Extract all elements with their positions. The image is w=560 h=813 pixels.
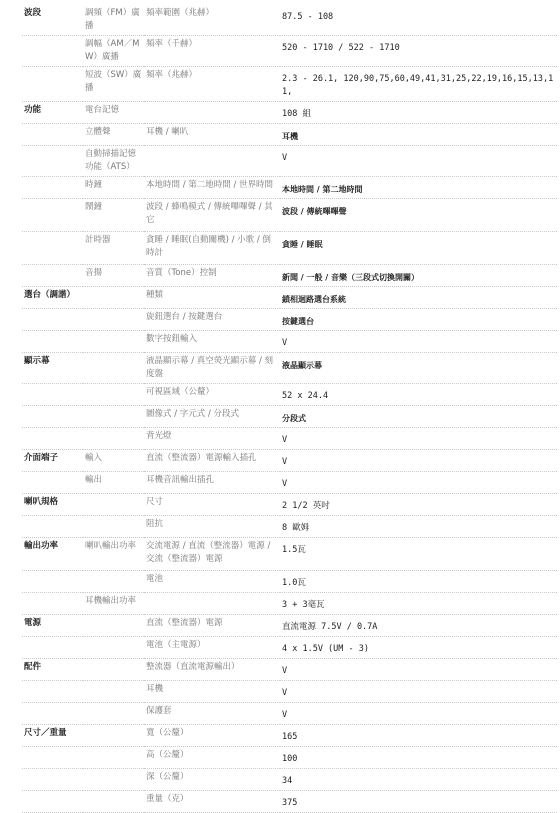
spec-subcategory	[83, 637, 144, 659]
spec-row	[22, 102, 557, 124]
spec-category	[22, 472, 83, 494]
spec-attribute: 整流器（直流電源輸出）	[144, 659, 280, 681]
spec-row	[22, 428, 557, 450]
spec-category	[22, 384, 83, 406]
spec-table	[22, 5, 557, 813]
spec-value: V	[280, 703, 557, 725]
spec-row	[22, 232, 557, 265]
spec-category	[22, 124, 83, 146]
spec-subcategory: 立體聲	[83, 124, 144, 146]
spec-row	[22, 659, 557, 681]
spec-row	[22, 309, 557, 331]
spec-row	[22, 681, 557, 703]
spec-subcategory	[83, 309, 144, 331]
spec-subcategory	[83, 615, 144, 637]
spec-attribute: 頻率範圍（兆赫）	[144, 5, 280, 36]
spec-subcategory	[83, 681, 144, 703]
spec-attribute: 電池	[144, 571, 280, 593]
spec-category	[22, 199, 83, 232]
spec-value: 108 組	[280, 102, 557, 124]
spec-value: 波段 / 傳統嗶嗶聲	[280, 199, 557, 232]
spec-value: 鎖相迴路選台系統	[280, 287, 557, 309]
spec-value: 貪睡 / 睡眠	[280, 232, 557, 265]
spec-subcategory: 輸入	[83, 450, 144, 472]
spec-attribute: 保護套	[144, 703, 280, 725]
spec-attribute: 阻抗	[144, 516, 280, 538]
spec-value: 新聞 / 一般 / 音樂（三段式切換開關）	[280, 265, 557, 287]
spec-category	[22, 428, 83, 450]
spec-subcategory: 電台記憶	[83, 102, 144, 124]
spec-subcategory	[83, 747, 144, 769]
spec-subcategory	[83, 384, 144, 406]
spec-category	[22, 67, 83, 102]
spec-value: 1.0瓦	[280, 571, 557, 593]
spec-value: 1.5瓦	[280, 538, 557, 571]
spec-attribute: 可視區域（公釐）	[144, 384, 280, 406]
spec-attribute: 高（公釐）	[144, 747, 280, 769]
spec-attribute: 貪睡 / 睡眠(自動關機) / 小歌 / 倒時計	[144, 232, 280, 265]
spec-attribute: 直流（整流器）電源	[144, 615, 280, 637]
spec-subcategory	[83, 659, 144, 681]
spec-category	[22, 331, 83, 353]
spec-row	[22, 265, 557, 287]
spec-attribute: 交流電源 / 直流（整流器）電源 / 交流（整流器）電源	[144, 538, 280, 571]
spec-attribute: 耳機音訊輸出插孔	[144, 472, 280, 494]
spec-category: 功能	[22, 102, 83, 124]
spec-category	[22, 593, 83, 615]
spec-subcategory	[83, 353, 144, 384]
spec-attribute: 尺寸	[144, 494, 280, 516]
spec-category	[22, 571, 83, 593]
spec-table-body	[22, 5, 557, 813]
spec-attribute: 深（公釐）	[144, 769, 280, 791]
spec-category	[22, 681, 83, 703]
spec-row	[22, 472, 557, 494]
spec-row	[22, 331, 557, 353]
spec-value: V	[280, 450, 557, 472]
spec-category: 電源	[22, 615, 83, 637]
spec-attribute: 頻率（兆赫）	[144, 67, 280, 102]
spec-category	[22, 791, 83, 813]
spec-value: 520 - 1710 / 522 - 1710	[280, 36, 557, 67]
spec-category: 顯示幕	[22, 353, 83, 384]
spec-row	[22, 725, 557, 747]
spec-category: 輸出功率	[22, 538, 83, 571]
spec-row	[22, 593, 557, 615]
spec-attribute: 液晶顯示幕 / 真空熒光顯示幕 / 刻度盤	[144, 353, 280, 384]
spec-subcategory	[83, 769, 144, 791]
spec-category	[22, 232, 83, 265]
spec-attribute: 數字按鈕輸入	[144, 331, 280, 353]
spec-attribute	[144, 102, 280, 124]
spec-row	[22, 637, 557, 659]
spec-subcategory: 時鐘	[83, 177, 144, 199]
spec-attribute: 重量（克）	[144, 791, 280, 813]
spec-category	[22, 516, 83, 538]
spec-attribute: 種類	[144, 287, 280, 309]
spec-category	[22, 36, 83, 67]
spec-row	[22, 494, 557, 516]
spec-category: 尺寸／重量	[22, 725, 83, 747]
spec-subcategory	[83, 331, 144, 353]
spec-attribute	[144, 593, 280, 615]
spec-row	[22, 384, 557, 406]
spec-value: V	[280, 428, 557, 450]
spec-row	[22, 67, 557, 102]
spec-category	[22, 146, 83, 177]
spec-category	[22, 265, 83, 287]
spec-attribute: 耳機	[144, 681, 280, 703]
spec-attribute: 圖像式 / 字元式 / 分段式	[144, 406, 280, 428]
spec-value: 液晶顯示幕	[280, 353, 557, 384]
spec-attribute: 寬（公釐）	[144, 725, 280, 747]
spec-subcategory	[83, 516, 144, 538]
spec-value: 165	[280, 725, 557, 747]
spec-row	[22, 5, 557, 36]
spec-value: 4 x 1.5V (UM - 3)	[280, 637, 557, 659]
spec-row	[22, 353, 557, 384]
spec-row	[22, 571, 557, 593]
spec-category	[22, 177, 83, 199]
spec-subcategory	[83, 571, 144, 593]
spec-row	[22, 516, 557, 538]
spec-value: 375	[280, 791, 557, 813]
spec-value: 按鍵選台	[280, 309, 557, 331]
spec-row	[22, 538, 557, 571]
spec-value: 87.5 - 108	[280, 5, 557, 36]
spec-attribute	[144, 146, 280, 177]
spec-subcategory: 自動掃描記憶功能（ATS）	[83, 146, 144, 177]
spec-value: 3 + 3毫瓦	[280, 593, 557, 615]
spec-attribute: 音質（Tone）控制	[144, 265, 280, 287]
spec-subcategory: 音揚	[83, 265, 144, 287]
spec-value: 8 歐姆	[280, 516, 557, 538]
spec-value: 本地時間 / 第二地時間	[280, 177, 557, 199]
spec-attribute: 旋鈕選台 / 按鍵選台	[144, 309, 280, 331]
spec-subcategory	[83, 725, 144, 747]
spec-attribute: 背光燈	[144, 428, 280, 450]
spec-attribute: 波段 / 蜂鳴模式 / 傳統嗶嗶聲 / 其它	[144, 199, 280, 232]
spec-row	[22, 769, 557, 791]
spec-subcategory: 耳機輸出功率	[83, 593, 144, 615]
spec-subcategory	[83, 287, 144, 309]
spec-subcategory: 調幅（AM／MW）廣播	[83, 36, 144, 67]
spec-category	[22, 309, 83, 331]
spec-value: 分段式	[280, 406, 557, 428]
spec-row	[22, 146, 557, 177]
spec-category	[22, 406, 83, 428]
spec-value: 耳機	[280, 124, 557, 146]
spec-row	[22, 287, 557, 309]
spec-attribute: 耳機 / 喇叭	[144, 124, 280, 146]
spec-attribute: 頻率（千赫）	[144, 36, 280, 67]
spec-subcategory: 輸出	[83, 472, 144, 494]
spec-category: 配件	[22, 659, 83, 681]
spec-value: V	[280, 659, 557, 681]
spec-subcategory	[83, 428, 144, 450]
spec-category: 波段	[22, 5, 83, 36]
spec-row	[22, 747, 557, 769]
spec-row	[22, 124, 557, 146]
spec-value: V	[280, 472, 557, 494]
spec-category	[22, 747, 83, 769]
spec-category	[22, 769, 83, 791]
spec-value: 100	[280, 747, 557, 769]
spec-attribute: 本地時間 / 第二地時間 / 世界時間	[144, 177, 280, 199]
spec-category: 介面端子	[22, 450, 83, 472]
spec-subcategory: 計時器	[83, 232, 144, 265]
spec-row	[22, 703, 557, 725]
spec-attribute: 直流（整流器）電源輸入插孔	[144, 450, 280, 472]
spec-value: V	[280, 331, 557, 353]
spec-value: 52 x 24.4	[280, 384, 557, 406]
spec-subcategory	[83, 703, 144, 725]
spec-category: 喇叭規格	[22, 494, 83, 516]
spec-attribute: 電池（主電源）	[144, 637, 280, 659]
spec-category: 選台（調諧）	[22, 287, 83, 309]
spec-row	[22, 615, 557, 637]
spec-value: V	[280, 146, 557, 177]
spec-row	[22, 177, 557, 199]
spec-row	[22, 199, 557, 232]
spec-row	[22, 36, 557, 67]
spec-value: V	[280, 681, 557, 703]
spec-value: 34	[280, 769, 557, 791]
spec-value: 2 1/2 英吋	[280, 494, 557, 516]
spec-subcategory: 鬧鐘	[83, 199, 144, 232]
spec-subcategory: 調頻（FM）廣播	[83, 5, 144, 36]
spec-category	[22, 703, 83, 725]
spec-value: 直流電源 7.5V / 0.7A	[280, 615, 557, 637]
spec-category	[22, 637, 83, 659]
spec-row	[22, 450, 557, 472]
spec-subcategory	[83, 494, 144, 516]
spec-row	[22, 406, 557, 428]
spec-value: 2.3 - 26.1, 120,90,75,60,49,41,31,25,22,19,16,15,13,11,	[280, 67, 557, 102]
spec-subcategory: 喇叭輸出功率	[83, 538, 144, 571]
spec-subcategory	[83, 406, 144, 428]
spec-subcategory	[83, 791, 144, 813]
spec-row	[22, 791, 557, 813]
spec-subcategory: 短波（SW）廣播	[83, 67, 144, 102]
